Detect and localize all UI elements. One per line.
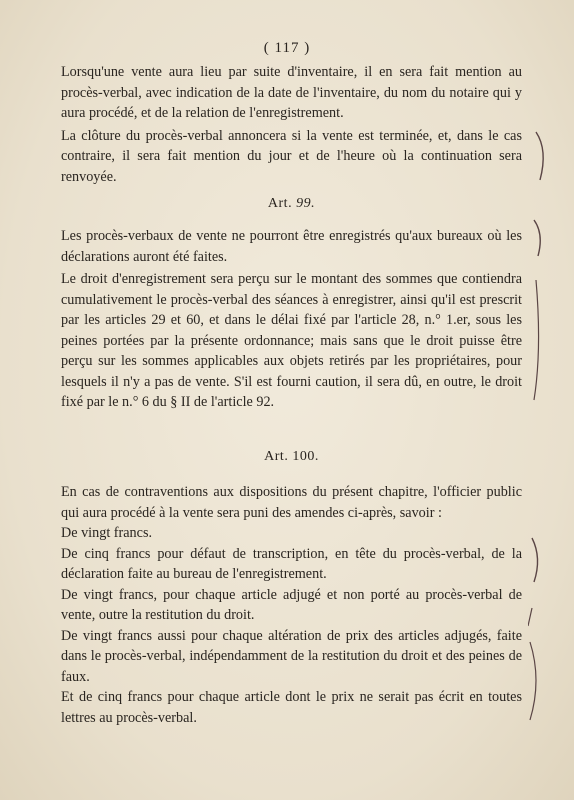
section-opening <box>61 62 522 187</box>
margin-tick-1 <box>528 608 532 626</box>
article-label: Art. <box>267 196 293 211</box>
margin-pencil-marks <box>528 120 558 760</box>
article-99-body <box>61 226 522 413</box>
fine-item-2: De cinq francs pour défaut de transcription, en tête du procès-verbal, de la déclaration faite au bureau de l'enregistrement. <box>61 545 522 582</box>
fine-item-5: Et de cinq francs pour chaque article dont le prix ne serait pas écrit en toutes lettres au procès-verbal. <box>61 689 522 726</box>
margin-bracket-1 <box>536 132 543 180</box>
fine-item-4: De vingt francs aussi pour chaque altération de prix des articles adjugés, faite dans le procès-verbal, indépendamment de la restitution du droit et des peines de faux. <box>61 627 522 685</box>
article-99-heading <box>61 194 522 215</box>
paragraph-registration-offices: Les procès-verbaux de vente ne pourront être enregistrés qu'aux bureaux où les déclarations auront été faites. <box>61 228 522 265</box>
article-100-body <box>61 482 522 728</box>
article-number: 99. <box>296 196 316 211</box>
article-100-title: Art. 100. <box>264 449 319 464</box>
fine-item-3: De vingt francs, pour chaque article adjugé et non porté au procès-verbal de vente, outre la restitution du droit. <box>61 586 522 623</box>
paragraph-registration-duty: Le droit d'enregistrement sera perçu sur le montant des sommes que contiendra cumulativement le procès-verbal des séances à enregistrer, ainsi qu'il est prescrit par les articles 29 et 60, et dans le délai fixé par l'article 28, n.° 1.er, sous les peines portées par la présente ordonnance; mais sans que le droit puisse être perçu sur les sommes applicables aux objets retirés par les propriétaires, pour lesquels il n'y a pas de vente. S'il est fourni caution, il sera dû, en outre, le droit fixé par le n.° 6 du § II de l'article 92. <box>61 271 522 410</box>
paragraph-inventory: Lorsqu'une vente aura lieu par suite d'inventaire, il en sera fait mention au procès-verbal, avec indication de la date de l'inventaire, du nom du notaire qui y aura procédé, et de la relation de l'enregistrement. <box>61 64 522 121</box>
paragraph-contraventions: En cas de contraventions aux dispositions du présent chapitre, l'officier public qui aura procédé à la vente sera puni des amendes ci-après, savoir : <box>61 484 522 521</box>
article-100-heading <box>61 447 522 468</box>
fine-item-1: De vingt francs. <box>61 525 153 541</box>
margin-bracket-4 <box>532 538 538 582</box>
margin-bracket-2 <box>534 220 540 256</box>
paragraph-closure: La clôture du procès-verbal annoncera si la vente est terminée, et, dans le cas contraire, il sera fait mention du jour et de l'heure où la continuation sera renvoyée. <box>61 127 522 185</box>
page-number: ( 117 ) <box>263 40 311 56</box>
margin-bracket-3 <box>534 280 539 400</box>
margin-bracket-5 <box>530 642 536 720</box>
